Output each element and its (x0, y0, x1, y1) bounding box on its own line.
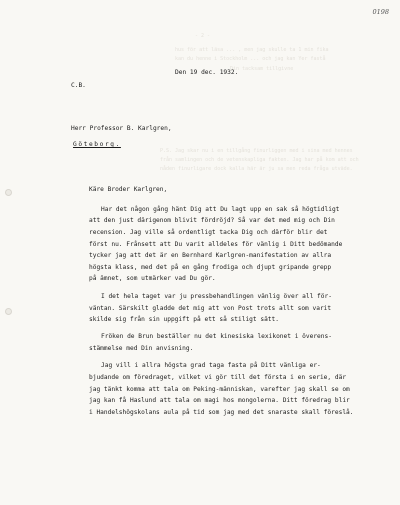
body-line: jag tänkt komma att tala om Peking-människan, varefter jag skall se om (89, 386, 350, 393)
punch-hole (5, 308, 12, 315)
body-line: jag kan få Haslund att tala om magi hos mongolerna. Ditt föredrag blir (89, 397, 350, 404)
reverse-text-line: nåden finurligare dock kalla här är ju sa men reda fråga utväde. (160, 166, 353, 172)
body-line: i Handelshögskolans aula på tid som jag med det snaraste skall föreslå. (89, 409, 354, 416)
punch-hole (5, 189, 12, 196)
sender-initials: C.B. (71, 82, 86, 89)
addressee-line: Herr Professor B. Karlgren, (71, 125, 172, 132)
body-line: Jag vill i allra högsta grad taga fasta på Ditt vänliga er- (101, 362, 321, 369)
body-line: Fröken de Brun beställer nu det kinesiska lexikonet i överens- (101, 333, 332, 340)
addressee-city: Göteborg. (73, 141, 121, 148)
body-line: högsta klass, med det på en gång frodiga och djupt gripande grepp (89, 264, 332, 271)
date-line: Den 19 dec. 1932. (175, 69, 239, 76)
body-line: I det hela taget var ju pressbehandlingen vänlig över all för- (101, 293, 332, 300)
body-line: recension. Jag ville så ordentligt tacka Dig och därför blir det (89, 229, 328, 236)
reverse-text-line: P.S. Jag skar nu i en tillgång finurliggen med i sina med hennes (160, 148, 353, 154)
reverse-text-line: hus för att läsa ... , men jag skulle ta 1 min fika (175, 47, 329, 53)
body-line: att den just därigenom blivit fördröjd? Så var det med mig och Din (89, 217, 335, 224)
body-line: väntan. Särskilt gladde det mig att von Post trots allt som varit (89, 305, 332, 312)
body-line: bjudande om föredraget, vilket vi gör till det första i en serie, där (89, 374, 347, 381)
reverse-text-line: Din tacksam tillgivne (230, 66, 294, 72)
body-line: på ämnet, som utmärker vad Du gör. (89, 275, 216, 282)
reverse-page-number: - 2 - (195, 33, 211, 39)
body-line: Har det någon gång hänt Dig att Du lagt upp en sak så högtidligt (101, 206, 340, 213)
body-line: först nu. Frånsett att Du varit alldeles för vänlig i Ditt bedömande (89, 241, 343, 248)
body-line: skilde sig från sin uppgift på ett så stiligt sätt. (89, 316, 279, 323)
body-line: tycker jag att det är en Bernhard Karlgren-manifestation av allra (89, 252, 332, 259)
archive-number: 0198 (372, 8, 389, 16)
reverse-text-line: kan du henne i Stockholm ... och jag kan Yer fastå (175, 56, 326, 62)
salutation: Käre Broder Karlgren, (89, 186, 168, 193)
body-line: stämmelse med Din anvisning. (89, 345, 194, 352)
reverse-text-line: från samlingen och de vetenskapliga fakten. Jag har på kom att och (160, 157, 359, 163)
